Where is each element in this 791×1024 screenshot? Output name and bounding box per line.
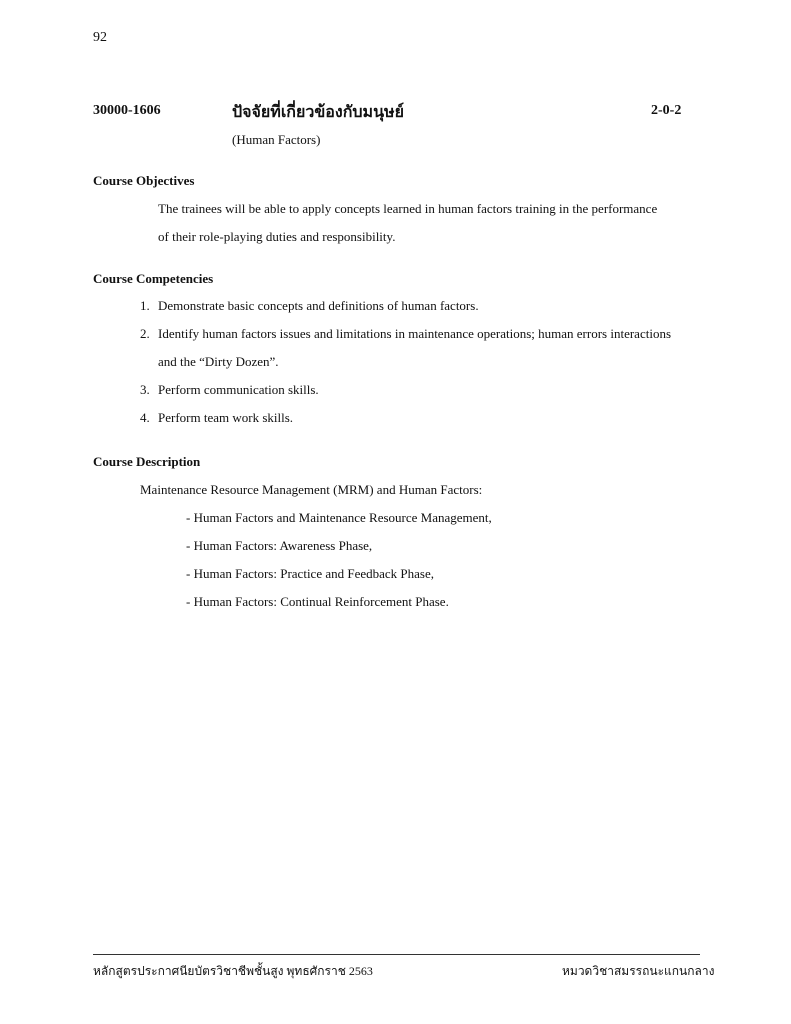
competency-text-continued: and the “Dirty Dozen”.	[158, 354, 279, 369]
objectives-line: of their role-playing duties and responsibility.	[158, 229, 396, 244]
competency-number: 2.	[140, 326, 150, 341]
description-item: - Human Factors: Practice and Feedback Phase,	[186, 566, 435, 581]
competency-number: 3.	[140, 382, 150, 397]
description-intro: Maintenance Resource Management (MRM) and Human Factors:	[140, 482, 483, 497]
course-title-english: (Human Factors)	[232, 132, 321, 147]
competency-number: 4.	[140, 410, 150, 425]
page-number: 92	[93, 30, 107, 45]
footer-section-name: หมวดวิชาสมรรถนะแกนกลาง	[562, 964, 715, 978]
competency-text: Perform communication skills.	[158, 382, 319, 397]
footer-divider	[93, 954, 700, 955]
description-heading: Course Description	[93, 454, 201, 469]
description-item: - Human Factors: Continual Reinforcement Phase.	[186, 594, 449, 609]
objectives-heading: Course Objectives	[93, 173, 195, 188]
course-credits: 2-0-2	[651, 103, 682, 118]
course-code: 30000-1606	[93, 103, 161, 118]
objectives-line: The trainees will be able to apply concepts learned in human factors training in the performance	[158, 201, 658, 216]
competency-text: Demonstrate basic concepts and definitions of human factors.	[158, 298, 479, 313]
competency-text: Perform team work skills.	[158, 410, 294, 425]
competency-number: 1.	[140, 298, 150, 313]
footer-curriculum-name: หลักสูตรประกาศนียบัตรวิชาชีพชั้นสูง พุทธศักราช 2563	[93, 964, 373, 978]
description-item: - Human Factors: Awareness Phase,	[186, 538, 373, 553]
competencies-heading: Course Competencies	[93, 271, 214, 286]
description-item: - Human Factors and Maintenance Resource Management,	[186, 510, 492, 525]
competency-text: Identify human factors issues and limitations in maintenance operations; human errors interactions	[158, 326, 671, 341]
course-title-thai: ปัจจัยที่เกี่ยวข้องกับมนุษย์	[232, 104, 404, 121]
